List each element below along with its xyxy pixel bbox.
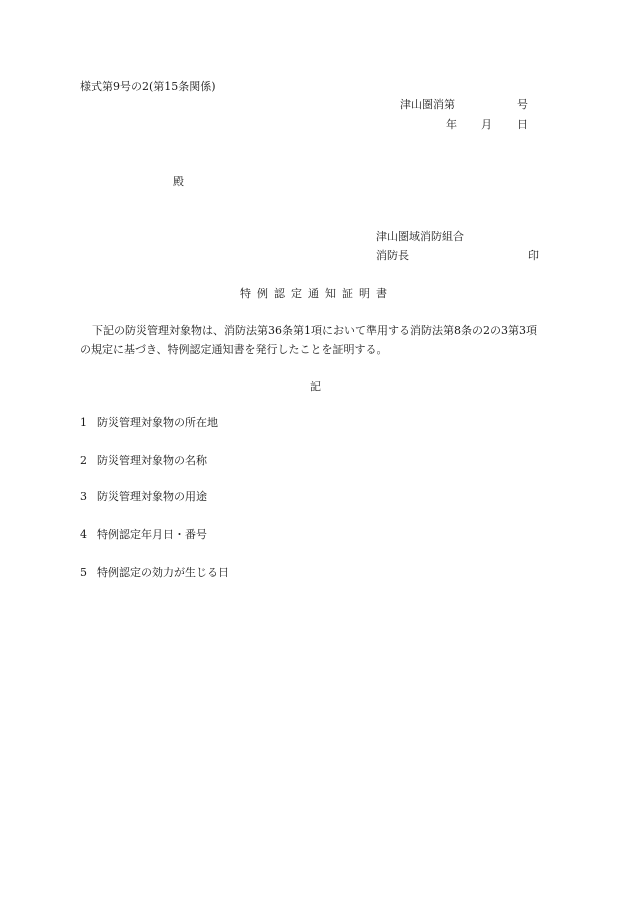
item-label: 特例認定の効力が生じる日 — [97, 566, 229, 579]
document-title: 特例認定通知証明書 — [240, 287, 393, 300]
issuer-title: 消防長 — [376, 249, 409, 262]
addressee-honorific: 殿 — [173, 175, 184, 188]
item-number: 2 — [80, 454, 87, 467]
item-label: 防災管理対象物の用途 — [97, 490, 207, 503]
body-line-1: 下記の防災管理対象物は、消防法第36条第1項において準用する消防法第8条の2の3第3項 — [92, 324, 537, 337]
form-label: 様式第9号の2(第15条関係) — [80, 80, 216, 93]
item-label: 防災管理対象物の所在地 — [97, 416, 218, 429]
date-year: 年 — [446, 118, 457, 131]
item-label: 特例認定年月日・番号 — [97, 528, 207, 541]
issuer-seal: 印 — [528, 249, 539, 262]
item-number: 5 — [80, 566, 87, 579]
issuer-organization: 津山圏域消防組合 — [376, 230, 464, 243]
body-line-2: の規定に基づき、特例認定通知書を発行したことを証明する。 — [80, 343, 388, 356]
doc-number-prefix: 津山圏消第 — [400, 98, 455, 111]
doc-number-suffix: 号 — [517, 98, 528, 111]
item-label: 防災管理対象物の名称 — [97, 454, 207, 467]
item-number: 1 — [80, 416, 87, 429]
item-number: 4 — [80, 528, 87, 541]
ki-heading: 記 — [310, 380, 321, 393]
date-day: 日 — [517, 118, 528, 131]
item-number: 3 — [80, 490, 87, 503]
date-month: 月 — [481, 118, 492, 131]
